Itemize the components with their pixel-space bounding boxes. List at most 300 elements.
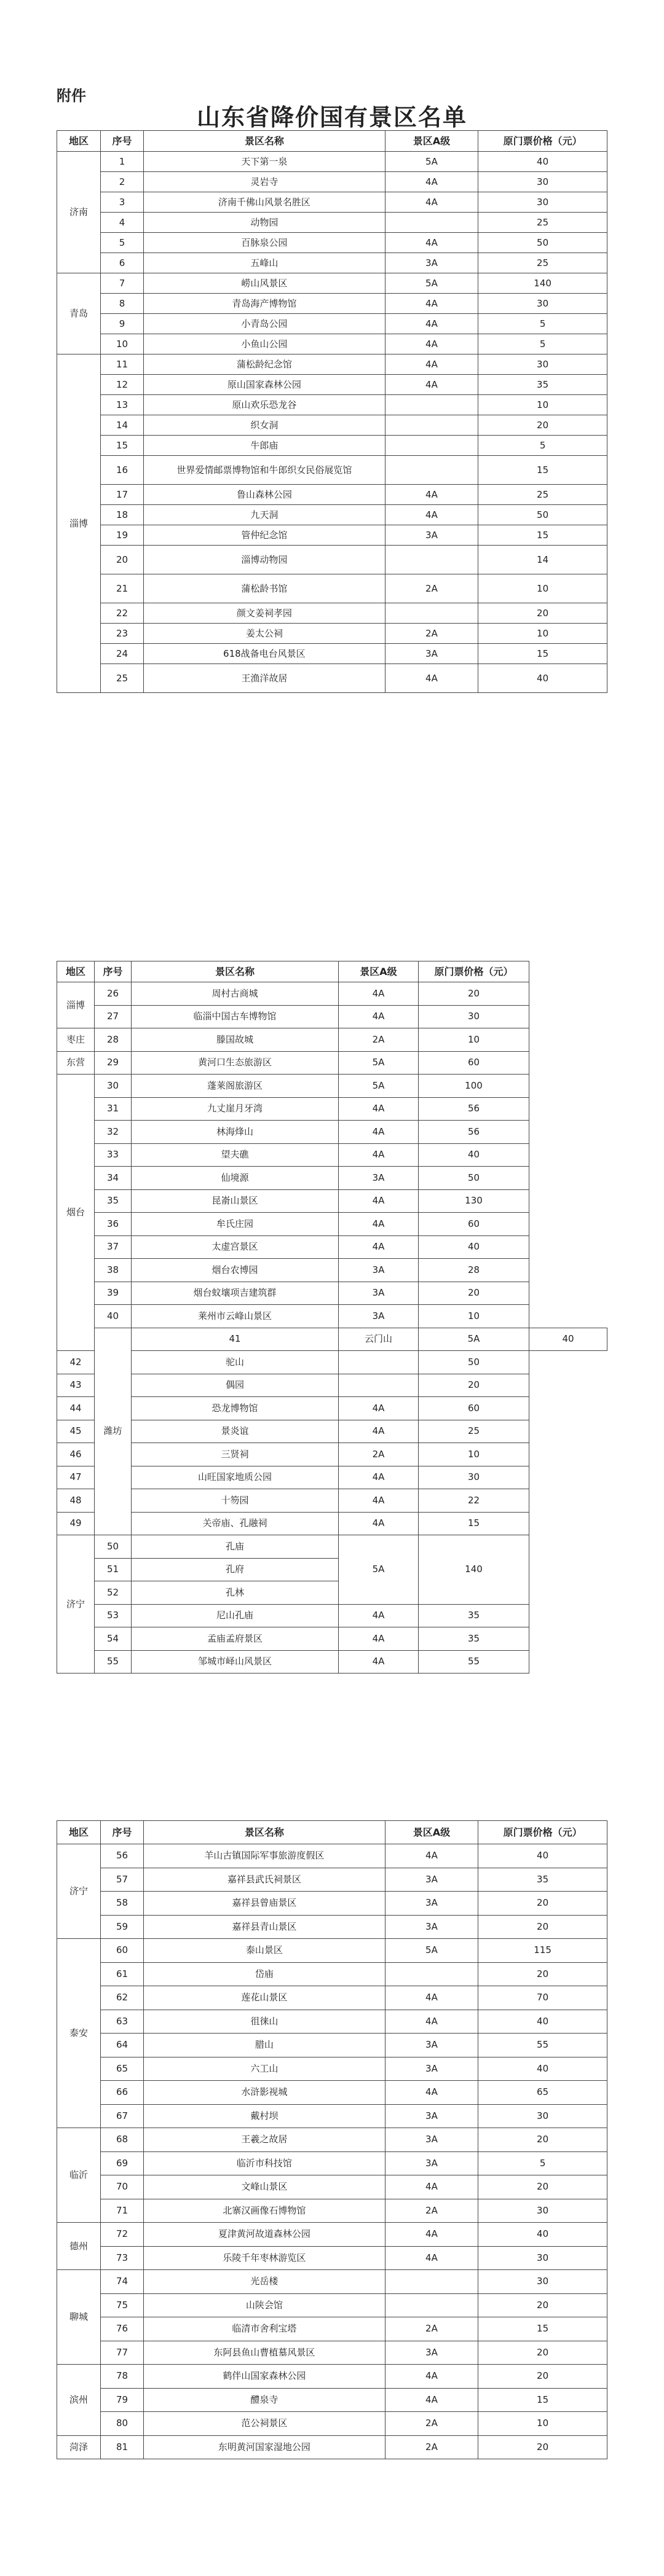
- scenic-name-cell: 羊山古镇国际军事旅游度假区: [144, 1844, 385, 1868]
- price-cell: 40: [478, 664, 607, 693]
- price-cell: 40: [419, 1143, 529, 1167]
- table-row: [57, 354, 607, 375]
- grade-cell: 4A: [339, 1512, 419, 1535]
- scenic-name-cell: 青岛海产博物馆: [144, 294, 385, 314]
- serial-cell: 3: [101, 192, 144, 213]
- serial-cell: 71: [101, 2199, 144, 2223]
- serial-cell: 28: [95, 1028, 132, 1052]
- table-row: [57, 1604, 607, 1627]
- grade-cell: 4A: [339, 1189, 419, 1213]
- price-cell: 35: [478, 375, 607, 395]
- serial-cell: 22: [101, 603, 144, 624]
- serial-cell: 60: [101, 1939, 144, 1963]
- region-cell: 烟台: [57, 1075, 95, 1351]
- price-cell: 5: [478, 314, 607, 334]
- serial-cell: 1: [101, 152, 144, 172]
- table-row: [57, 213, 607, 233]
- header-grade: 景区A级: [385, 131, 478, 152]
- price-cell: 100: [419, 1075, 529, 1098]
- serial-cell: 11: [101, 354, 144, 375]
- grade-cell: 4A: [385, 2246, 478, 2270]
- table-row: [57, 314, 607, 334]
- serial-cell: 59: [101, 1915, 144, 1939]
- table-row: [57, 456, 607, 485]
- table-row: [57, 603, 607, 624]
- grade-cell: 4A: [385, 375, 478, 395]
- scenic-table-page-1: [57, 130, 607, 693]
- header-grade: 景区A级: [339, 961, 419, 982]
- scenic-table-page-2: [57, 961, 607, 1674]
- serial-cell: 81: [101, 2435, 144, 2459]
- grade-cell: 3A: [385, 2034, 478, 2057]
- region-cell: 聊城: [57, 2270, 101, 2365]
- price-cell: 25: [419, 1420, 529, 1443]
- price-cell: 40: [419, 1235, 529, 1259]
- price-cell: 35: [419, 1604, 529, 1627]
- grade-cell: [385, 213, 478, 233]
- table-row: [57, 2341, 607, 2365]
- scenic-name-cell: 临沂市科技馆: [144, 2151, 385, 2175]
- scenic-name-cell: 五峰山: [144, 253, 385, 273]
- serial-cell: 66: [101, 2081, 144, 2105]
- price-cell: 40: [478, 152, 607, 172]
- serial-cell: 52: [95, 1581, 132, 1605]
- scenic-name-cell: 姜太公祠: [144, 624, 385, 644]
- serial-cell: 55: [95, 1650, 132, 1674]
- scenic-name-cell: 动物园: [144, 213, 385, 233]
- attachment-label: 附件: [57, 87, 86, 104]
- price-cell: 115: [478, 1939, 607, 1963]
- table-row: [57, 415, 607, 436]
- grade-cell: 5A: [385, 1939, 478, 1963]
- price-cell: 70: [478, 1986, 607, 2010]
- table-row: [57, 375, 607, 395]
- table-row: [57, 1189, 607, 1213]
- grade-cell: 3A: [385, 1868, 478, 1892]
- grade-cell: 4A: [339, 1005, 419, 1028]
- scenic-name-cell: 六工山: [144, 2057, 385, 2081]
- grade-cell: 2A: [385, 624, 478, 644]
- serial-cell: 64: [101, 2034, 144, 2057]
- scenic-name-cell: 十笏园: [132, 1489, 339, 1513]
- table-row: [57, 1397, 607, 1420]
- table-row: [57, 1420, 607, 1443]
- price-cell: 10: [478, 395, 607, 415]
- table-row: [57, 273, 607, 294]
- grade-cell: 4A: [339, 1489, 419, 1513]
- grade-cell: 3A: [385, 2128, 478, 2152]
- serial-cell: 47: [57, 1466, 95, 1489]
- serial-cell: 54: [95, 1627, 132, 1651]
- price-cell: 55: [478, 2034, 607, 2057]
- header-ticket-price: 原门票价格（元）: [478, 131, 607, 152]
- table-row: [57, 2104, 607, 2128]
- price-cell: 15: [478, 525, 607, 546]
- table-header-row: [57, 1821, 607, 1844]
- table-row: [57, 2435, 607, 2459]
- grade-cell: 4A: [339, 1604, 419, 1627]
- price-cell: 30: [478, 294, 607, 314]
- scenic-name-cell: 百脉泉公园: [144, 233, 385, 253]
- region-cell: 潍坊: [95, 1328, 132, 1535]
- document-title: 山东省降价国有景区名单: [196, 104, 467, 131]
- scenic-name-cell: 腊山: [144, 2034, 385, 2057]
- serial-cell: 4: [101, 213, 144, 233]
- table-row: [57, 1005, 607, 1028]
- price-cell: 56: [419, 1121, 529, 1144]
- price-cell: 5: [478, 334, 607, 354]
- scenic-name-cell: 夏津黄河故道森林公园: [144, 2223, 385, 2247]
- serial-cell: 39: [95, 1282, 132, 1305]
- table-row: [57, 294, 607, 314]
- header-region: 地区: [57, 1821, 101, 1844]
- price-cell: 50: [478, 505, 607, 525]
- price-cell: 20: [478, 1892, 607, 1916]
- table-row: [57, 1259, 607, 1282]
- serial-cell: 56: [101, 1844, 144, 1868]
- scenic-name-cell: 鹤伴山国家森林公园: [144, 2365, 385, 2389]
- scenic-name-cell: 蒲松龄纪念馆: [144, 354, 385, 375]
- price-cell: 60: [419, 1213, 529, 1236]
- table-row: [57, 1986, 607, 2010]
- grade-cell: 4A: [385, 192, 478, 213]
- serial-cell: 17: [101, 485, 144, 505]
- scenic-name-cell: 临淄中国古车博物馆: [132, 1005, 339, 1028]
- price-cell: 10: [419, 1305, 529, 1328]
- price-cell: 20: [478, 2341, 607, 2365]
- grade-cell: [385, 1962, 478, 1986]
- scenic-name-cell: 驼山: [132, 1351, 339, 1374]
- scenic-name-cell: 文峰山景区: [144, 2175, 385, 2199]
- grade-cell: 3A: [385, 253, 478, 273]
- scenic-name-cell: 昆嵛山景区: [132, 1189, 339, 1213]
- grade-cell: 3A: [385, 2057, 478, 2081]
- table-row: [57, 1097, 607, 1121]
- price-cell: 140: [419, 1535, 529, 1605]
- serial-cell: 29: [95, 1051, 132, 1075]
- scenic-name-cell: 管仲纪念馆: [144, 525, 385, 546]
- serial-cell: 40: [95, 1305, 132, 1328]
- table-header-row: [57, 961, 607, 982]
- serial-cell: 19: [101, 525, 144, 546]
- table-row: [57, 2010, 607, 2034]
- price-cell: 140: [478, 273, 607, 294]
- serial-cell: 5: [101, 233, 144, 253]
- price-cell: 30: [478, 2246, 607, 2270]
- table-row: [57, 1962, 607, 1986]
- table-row: [57, 2057, 607, 2081]
- serial-cell: 68: [101, 2128, 144, 2152]
- table-row: [57, 1167, 607, 1190]
- grade-cell: 4A: [385, 233, 478, 253]
- price-cell: 30: [478, 2270, 607, 2294]
- serial-cell: 7: [101, 273, 144, 294]
- grade-cell: 4A: [385, 664, 478, 693]
- scenic-name-cell: 鲁山森林公园: [144, 485, 385, 505]
- grade-cell: 4A: [385, 505, 478, 525]
- serial-cell: 74: [101, 2270, 144, 2294]
- table-row: [57, 505, 607, 525]
- scenic-name-cell: 618战备电台风景区: [144, 644, 385, 664]
- table-row: [57, 1443, 607, 1466]
- scenic-name-cell: 关帝庙、孔融祠: [132, 1512, 339, 1535]
- scenic-name-cell: 范公祠景区: [144, 2412, 385, 2436]
- scenic-name-cell: 山旺国家地质公园: [132, 1466, 339, 1489]
- price-cell: 15: [478, 2388, 607, 2412]
- price-cell: 15: [478, 456, 607, 485]
- price-cell: 15: [478, 644, 607, 664]
- serial-cell: 58: [101, 1892, 144, 1916]
- price-cell: 50: [478, 233, 607, 253]
- serial-cell: 8: [101, 294, 144, 314]
- price-cell: 130: [419, 1189, 529, 1213]
- scenic-name-cell: 云门山: [339, 1328, 419, 1351]
- serial-cell: 76: [101, 2317, 144, 2341]
- table-row: [57, 1051, 607, 1075]
- grade-cell: [385, 546, 478, 574]
- grade-cell: 4A: [339, 1627, 419, 1651]
- price-cell: 30: [478, 2104, 607, 2128]
- scenic-name-cell: 嘉祥县武氏祠景区: [144, 1868, 385, 1892]
- grade-cell: 4A: [339, 1420, 419, 1443]
- scenic-name-cell: 王羲之故居: [144, 2128, 385, 2152]
- grade-cell: 4A: [385, 294, 478, 314]
- scenic-name-cell: 蓬莱阁旅游区: [132, 1075, 339, 1098]
- scenic-name-cell: 徂徕山: [144, 2010, 385, 2034]
- scenic-name-cell: 小青岛公园: [144, 314, 385, 334]
- scenic-name-cell: 孔府: [132, 1558, 339, 1581]
- region-cell: 菏泽: [57, 2435, 101, 2459]
- scenic-name-cell: 岱庙: [144, 1962, 385, 1986]
- serial-cell: 13: [101, 395, 144, 415]
- price-cell: 55: [419, 1650, 529, 1674]
- price-cell: 20: [478, 2435, 607, 2459]
- table-row: [57, 1844, 607, 1868]
- header-ticket-price: 原门票价格（元）: [478, 1821, 607, 1844]
- scenic-name-cell: 孔林: [132, 1581, 339, 1605]
- grade-cell: 5A: [419, 1328, 529, 1351]
- price-cell: 20: [478, 603, 607, 624]
- grade-cell: 4A: [339, 1397, 419, 1420]
- price-cell: 20: [478, 2365, 607, 2389]
- header-serial: 序号: [101, 131, 144, 152]
- price-cell: 20: [419, 982, 529, 1006]
- table-row: [57, 1512, 607, 1535]
- grade-cell: [339, 1374, 419, 1397]
- grade-cell: 3A: [385, 1892, 478, 1916]
- grade-cell: 3A: [385, 2104, 478, 2128]
- grade-cell: 4A: [339, 1235, 419, 1259]
- grade-cell: 4A: [339, 1466, 419, 1489]
- serial-cell: 77: [101, 2341, 144, 2365]
- region-cell: 泰安: [57, 1939, 101, 2128]
- grade-cell: 2A: [385, 2412, 478, 2436]
- scenic-name-cell: 仙境源: [132, 1167, 339, 1190]
- region-cell: 枣庄: [57, 1028, 95, 1052]
- table-row: [57, 1627, 607, 1651]
- serial-cell: 10: [101, 334, 144, 354]
- grade-cell: 3A: [339, 1305, 419, 1328]
- table-row: [57, 525, 607, 546]
- grade-cell: 4A: [385, 334, 478, 354]
- scenic-name-cell: 颜文姜祠孝园: [144, 603, 385, 624]
- grade-cell: 4A: [339, 1097, 419, 1121]
- price-cell: 35: [419, 1627, 529, 1651]
- table-row: [57, 574, 607, 603]
- scenic-name-cell: 淄博动物园: [144, 546, 385, 574]
- serial-cell: 26: [95, 982, 132, 1006]
- price-cell: 20: [478, 415, 607, 436]
- scenic-name-cell: 灵岩寺: [144, 172, 385, 192]
- serial-cell: 41: [132, 1328, 339, 1351]
- serial-cell: 72: [101, 2223, 144, 2247]
- grade-cell: 2A: [339, 1028, 419, 1052]
- scenic-name-cell: 偶园: [132, 1374, 339, 1397]
- scenic-name-cell: 东明黄河国家湿地公园: [144, 2435, 385, 2459]
- table-row: [57, 1075, 607, 1098]
- grade-cell: 2A: [385, 2199, 478, 2223]
- header-scenic-name: 景区名称: [144, 1821, 385, 1844]
- scenic-name-cell: 织女洞: [144, 415, 385, 436]
- serial-cell: 18: [101, 505, 144, 525]
- scenic-name-cell: 小鱼山公园: [144, 334, 385, 354]
- price-cell: 30: [478, 354, 607, 375]
- scenic-name-cell: 嘉祥县曾庙景区: [144, 1892, 385, 1916]
- serial-cell: 53: [95, 1604, 132, 1627]
- table-header-row: [57, 131, 607, 152]
- price-cell: 25: [478, 253, 607, 273]
- scenic-name-cell: 望夫礁: [132, 1143, 339, 1167]
- region-cell: 济南: [57, 152, 101, 273]
- grade-cell: 4A: [385, 2388, 478, 2412]
- table-row: [57, 2175, 607, 2199]
- serial-cell: 48: [57, 1489, 95, 1513]
- scenic-name-cell: 黄河口生态旅游区: [132, 1051, 339, 1075]
- grade-cell: 5A: [339, 1051, 419, 1075]
- price-cell: 25: [478, 213, 607, 233]
- scenic-name-cell: 景炎谊: [132, 1420, 339, 1443]
- table-row: [57, 1892, 607, 1916]
- table-row: [57, 2128, 607, 2152]
- grade-cell: 4A: [385, 2010, 478, 2034]
- price-cell: 10: [478, 2412, 607, 2436]
- serial-cell: 6: [101, 253, 144, 273]
- price-cell: 50: [419, 1167, 529, 1190]
- scenic-name-cell: 崂山风景区: [144, 273, 385, 294]
- price-cell: 20: [478, 1962, 607, 1986]
- table-row: [57, 2151, 607, 2175]
- price-cell: 28: [419, 1259, 529, 1282]
- price-cell: 20: [419, 1374, 529, 1397]
- price-cell: 10: [478, 574, 607, 603]
- serial-cell: 78: [101, 2365, 144, 2389]
- table-row: [57, 233, 607, 253]
- scenic-name-cell: 济南千佛山风景名胜区: [144, 192, 385, 213]
- serial-cell: 15: [101, 436, 144, 456]
- scenic-name-cell: 莱州市云峰山景区: [132, 1305, 339, 1328]
- price-cell: 22: [419, 1489, 529, 1513]
- scenic-name-cell: 滕国故城: [132, 1028, 339, 1052]
- region-cell: 济宁: [57, 1844, 101, 1939]
- scenic-name-cell: 九天洞: [144, 505, 385, 525]
- serial-cell: 65: [101, 2057, 144, 2081]
- table-row: [57, 1121, 607, 1144]
- price-cell: 60: [419, 1051, 529, 1075]
- table-row: [57, 982, 607, 1006]
- scenic-name-cell: 嘉祥县青山景区: [144, 1915, 385, 1939]
- price-cell: 40: [478, 2223, 607, 2247]
- scenic-name-cell: 醴泉寺: [144, 2388, 385, 2412]
- serial-cell: 49: [57, 1512, 95, 1535]
- serial-cell: 30: [95, 1075, 132, 1098]
- grade-cell: 4A: [385, 354, 478, 375]
- price-cell: 35: [478, 1868, 607, 1892]
- scenic-name-cell: 邹城市峄山风景区: [132, 1650, 339, 1674]
- grade-cell: 5A: [385, 273, 478, 294]
- grade-cell: 4A: [385, 1844, 478, 1868]
- serial-cell: 37: [95, 1235, 132, 1259]
- scenic-name-cell: 乐陵千年枣林游览区: [144, 2246, 385, 2270]
- table-row: [57, 2081, 607, 2105]
- region-cell: 滨州: [57, 2365, 101, 2436]
- grade-cell: 3A: [385, 2341, 478, 2365]
- table-row: [57, 644, 607, 664]
- serial-cell: 51: [95, 1558, 132, 1581]
- price-cell: 25: [478, 485, 607, 505]
- serial-cell: 63: [101, 2010, 144, 2034]
- serial-cell: 61: [101, 1962, 144, 1986]
- grade-cell: 3A: [339, 1259, 419, 1282]
- serial-cell: 27: [95, 1005, 132, 1028]
- serial-cell: 79: [101, 2388, 144, 2412]
- grade-cell: 3A: [385, 1915, 478, 1939]
- grade-cell: 5A: [385, 152, 478, 172]
- scenic-name-cell: 世界爱情邮票博物馆和牛郎织女民俗展览馆: [144, 456, 385, 485]
- serial-cell: 31: [95, 1097, 132, 1121]
- table-row: [57, 1143, 607, 1167]
- scenic-name-cell: 蒲松龄书馆: [144, 574, 385, 603]
- serial-cell: 45: [57, 1420, 95, 1443]
- price-cell: 5: [478, 2151, 607, 2175]
- serial-cell: 75: [101, 2293, 144, 2317]
- header-ticket-price: 原门票价格（元）: [419, 961, 529, 982]
- serial-cell: 9: [101, 314, 144, 334]
- grade-cell: 4A: [339, 1143, 419, 1167]
- grade-cell: 3A: [385, 525, 478, 546]
- price-cell: 30: [478, 192, 607, 213]
- price-cell: 10: [419, 1443, 529, 1466]
- region-cell: 淄博: [57, 982, 95, 1028]
- price-cell: 40: [478, 1844, 607, 1868]
- serial-cell: 69: [101, 2151, 144, 2175]
- grade-cell: 5A: [339, 1535, 419, 1605]
- serial-cell: 50: [95, 1535, 132, 1559]
- price-cell: 65: [478, 2081, 607, 2105]
- price-cell: 30: [419, 1005, 529, 1028]
- table-row: [57, 2199, 607, 2223]
- table-row: [57, 1374, 607, 1397]
- grade-cell: [339, 1351, 419, 1374]
- table-row: [57, 1328, 607, 1351]
- price-cell: 50: [419, 1351, 529, 1374]
- serial-cell: 23: [101, 624, 144, 644]
- grade-cell: 3A: [385, 644, 478, 664]
- serial-cell: 12: [101, 375, 144, 395]
- scenic-name-cell: 九丈崖月牙湾: [132, 1097, 339, 1121]
- grade-cell: 5A: [339, 1075, 419, 1098]
- scenic-name-cell: 北寨汉画像石博物馆: [144, 2199, 385, 2223]
- scenic-name-cell: 孔庙: [132, 1535, 339, 1559]
